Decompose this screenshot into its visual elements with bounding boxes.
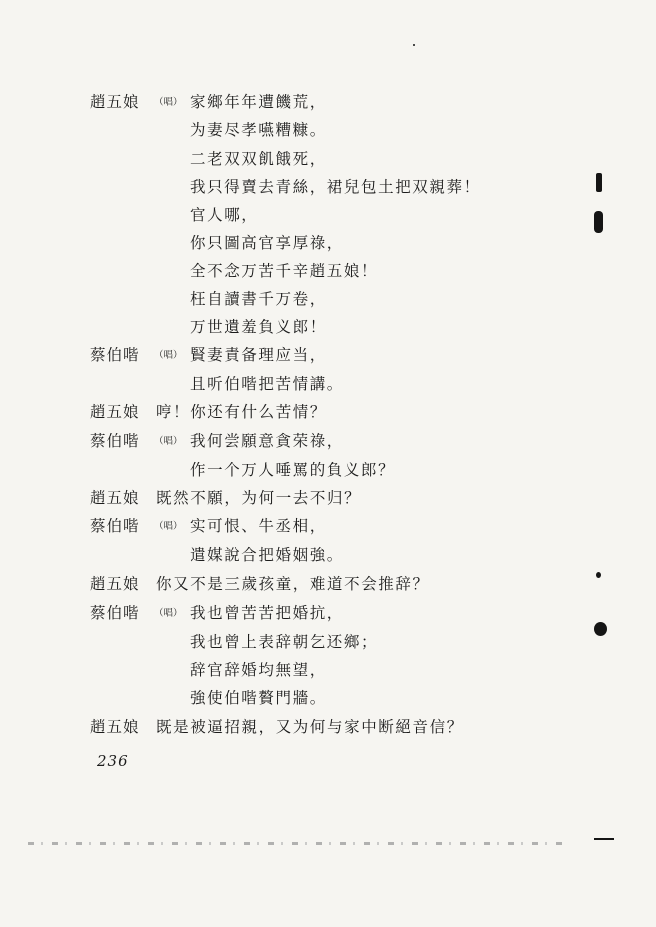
scan-noise [28,842,568,845]
stage-cue: （唱） [154,608,183,619]
line-text: 枉自讀書千万卷， [190,290,327,308]
line-text: 辞官辞婚均無望， [190,661,327,679]
line-text: 我也曾上表辞朝乞还鄉； [190,633,379,651]
ink-mark [596,173,602,192]
stage-cue: （唱） [154,436,183,447]
line-text: 二老双双飢餓死， [190,150,327,168]
stage-cue: （唱） [154,350,183,361]
ink-mark [594,622,607,636]
line-text: 賢妻責备理应当， [190,346,327,364]
ink-mark [596,572,601,578]
line-text: 官人哪， [190,206,259,224]
line-text: 我何尝願意貪荣祿， [190,432,344,450]
line-text: 遣媒說合把婚姻強。 [190,546,344,564]
speaker-label: 趙五娘 [90,718,140,736]
speaker-label: 趙五娘 [90,403,140,421]
speaker-label: 蔡伯喈 [90,346,140,364]
speaker-label: 蔡伯喈 [90,517,140,535]
line-text: 实可恨、牛丞相， [190,517,327,535]
line-text: 且听伯喈把苦情講。 [190,375,344,393]
ink-mark [413,44,415,46]
speaker-label: 蔡伯喈 [90,432,140,450]
line-text: 你又不是三歲孩童，难道不会推辞？ [156,575,430,593]
speaker-label: 趙五娘 [90,489,140,507]
speaker-label: 趙五娘 [90,575,140,593]
line-text: 強使伯喈贅門牆。 [190,689,327,707]
line-text: 既是被逼招親，又为何与家中断絕音信？ [156,718,464,736]
line-text: 哼！你还有什么苦情？ [156,403,328,421]
page-number: 236 [97,752,129,770]
line-text: 家鄉年年遭饑荒， [190,93,327,111]
ink-mark [594,838,614,840]
line-text: 你只圖高官享厚祿， [190,234,344,252]
line-text: 全不念万苦千辛趙五娘！ [190,262,379,280]
line-text: 既然不願，为何一去不归？ [156,489,362,507]
ink-mark [594,211,603,233]
stage-cue: （唱） [154,97,183,108]
line-text: 作一个万人唾罵的負义郎？ [190,461,396,479]
line-text: 万世遺羞負义郎！ [190,318,327,336]
stage-cue: （唱） [154,521,183,532]
line-text: 我也曾苦苦把婚抗， [190,604,344,622]
line-text: 我只得賣去青絲，裙兒包土把双親葬！ [190,178,481,196]
line-text: 为妻尽孝嚥糟糠。 [190,121,327,139]
speaker-label: 趙五娘 [90,93,140,111]
speaker-label: 蔡伯喈 [90,604,140,622]
